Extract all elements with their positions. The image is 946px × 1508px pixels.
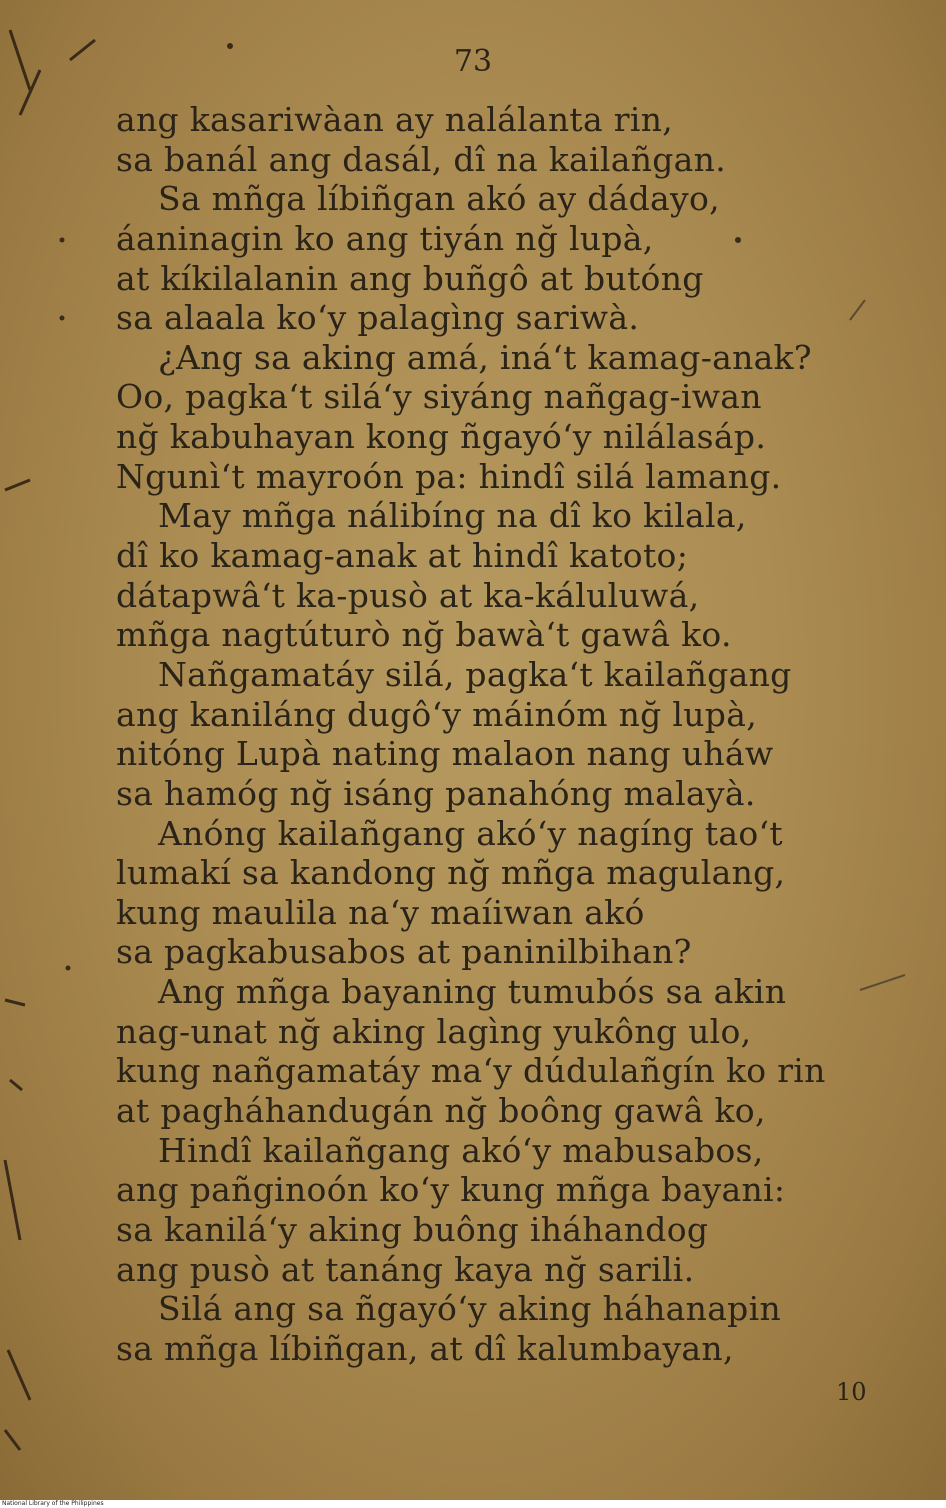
poem-line: lumakí sa kandong nğ mñga magulang, xyxy=(116,853,786,893)
poem-line: mñga nagtúturò nğ bawà‘t gawâ ko. xyxy=(116,615,732,655)
poem-line: sa alaala ko‘y palagìng sariwà. xyxy=(116,298,640,338)
page-number: 73 xyxy=(453,44,493,79)
footer-credit: National Library of the Philippines xyxy=(0,1500,946,1508)
poem-line: Ang mñga bayaning tumubós sa akin xyxy=(158,972,787,1012)
poem-text xyxy=(116,100,896,1369)
poem-line: Nañgamatáy silá, pagka‘t kailañgang xyxy=(158,654,792,694)
poem-line: May mñga nálibíng na dî ko kilala, xyxy=(158,496,747,536)
poem-line: ang pusò at tanáng kaya nğ sarili. xyxy=(116,1249,695,1289)
poem-line: kung nañgamatáy ma‘y dúdulañgín ko rin xyxy=(116,1051,826,1091)
poem-line: Ngunì‘t mayroón pa: hindî silá lamang. xyxy=(116,456,782,496)
poem-line: ¿Ang sa aking amá, iná‘t kamag-anak? xyxy=(158,337,812,377)
poem-line: Oo, pagka‘t silá‘y siyáng nañgag-iwan xyxy=(116,377,762,417)
poem-line: at pagháhandugán nğ boông gawâ ko, xyxy=(116,1091,766,1131)
poem-line: sa hamóg nğ isáng panahóng malayà. xyxy=(116,773,756,813)
poem-line: nitóng Lupà nating malaon nang uháw xyxy=(116,734,774,774)
poem-line: sa pagkabusabos at paninilbihan? xyxy=(116,932,692,972)
poem-line: nğ kabuhayan kong ñgayó‘y nilálasáp. xyxy=(116,417,767,457)
poem-line: sa kanilá‘y aking buông iháhandog xyxy=(116,1209,709,1249)
poem-line: dî ko kamag-anak at hindî katoto; xyxy=(116,536,689,576)
signature-mark: 10 xyxy=(836,1378,867,1406)
poem-line: kung maulila na‘y maíiwan akó xyxy=(116,892,645,932)
poem-line: nag-unat nğ aking lagìng yukông ulo, xyxy=(116,1011,752,1051)
poem-line: ang kaniláng dugô‘y máinóm nğ lupà, xyxy=(116,694,757,734)
poem-line: dátapwâ‘t ka-pusò at ka-káluluwá, xyxy=(116,575,700,615)
poem-line: ang pañginoón ko‘y kung mñga bayani: xyxy=(116,1170,786,1210)
poem-line: Silá ang sa ñgayó‘y aking háhanapin xyxy=(158,1289,782,1329)
poem-line: áaninagin ko ang tiyán nğ lupà, xyxy=(116,218,654,258)
poem-line: sa mñga líbiñgan, at dî kalumbayan, xyxy=(116,1328,734,1368)
poem-line: Sa mñga líbiñgan akó ay dádayo, xyxy=(158,179,720,219)
poem-line: ang kasariwàan ay nalálanta rin, xyxy=(116,100,674,139)
poem-line: sa banál ang dasál, dî na kailañgan. xyxy=(116,139,726,179)
poem-line: Hindî kailañgang akó‘y mabusabos, xyxy=(158,1130,764,1170)
poem-line: at kíkilalanin ang buñgô at butóng xyxy=(116,258,704,298)
poem-line: Anóng kailañgang akó‘y nagíng tao‘t xyxy=(158,813,783,853)
